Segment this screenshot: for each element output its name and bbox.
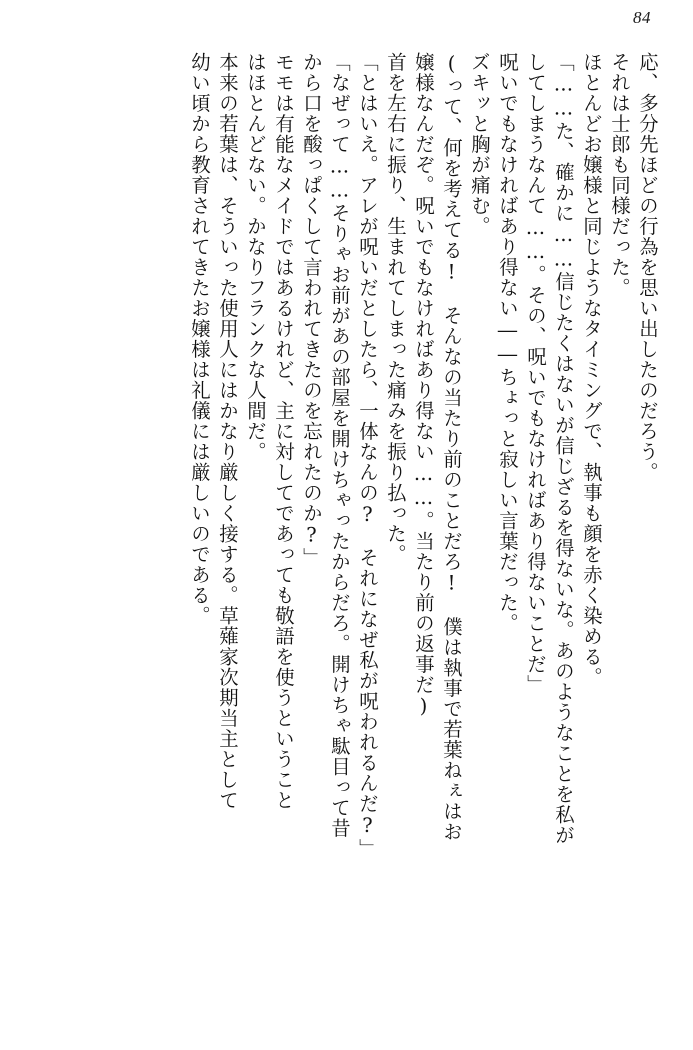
vertical-text-body	[36, 52, 657, 1002]
text-line: 幼い頃から教育されてきたお嬢様は礼儀には厳しいのである。	[188, 52, 211, 626]
text-line: (って、何を考えてる! そんなの当たり前のことだろ! 僕は執事で若葉ねぇはお	[440, 52, 463, 842]
text-line: 本来の若葉は、そういった使用人にはかなり厳しく接する。草薙家次期当主として	[216, 52, 239, 811]
text-line: モモは有能なメイドではあるけれど、主に対してであっても敬語を使うということ	[272, 52, 295, 811]
text-line: ほとんどお嬢様と同じようなタイミングで、執事も顔を赤く染める。	[580, 52, 603, 688]
text-line: 嬢様なんだぞ。呪いでもなければあり得ない……。当たり前の返事だ)	[412, 52, 435, 719]
text-line: 首を左右に振り、生まれてしまった痛みを振り払った。	[384, 52, 407, 565]
text-line: 「なぜって……そりゃお前があの部屋を開けちゃったからだろ。開けちゃ駄目って昔	[328, 52, 351, 839]
text-line: 「……た、確かに……信じたくはないが信じざるを得ないな。あのようなことを私が	[552, 52, 575, 846]
text-line: してしまうなんて……。その、呪いでもなければあり得ないことだ」	[524, 52, 547, 695]
text-line: それは士郎も同様だった。	[608, 52, 631, 298]
text-line: ズキッと胸が痛む。	[468, 52, 491, 237]
text-line: 「とはいえ。アレが呪いだとしたら、一体なんの? それになぜ私が呪われるんだ?」	[356, 52, 379, 859]
text-line: 応、多分先ほどの行為を思い出したのだろう。	[636, 52, 659, 483]
text-line: はほとんどない。かなりフランクな人間だ。	[244, 52, 267, 462]
text-line: 呪いでもなければあり得ない――ちょっと寂しい言葉だった。	[496, 52, 519, 634]
page-number: 84	[633, 8, 651, 27]
text-line: から口を酸っぱくして言われてきたのを忘れたのか?」	[300, 52, 323, 569]
